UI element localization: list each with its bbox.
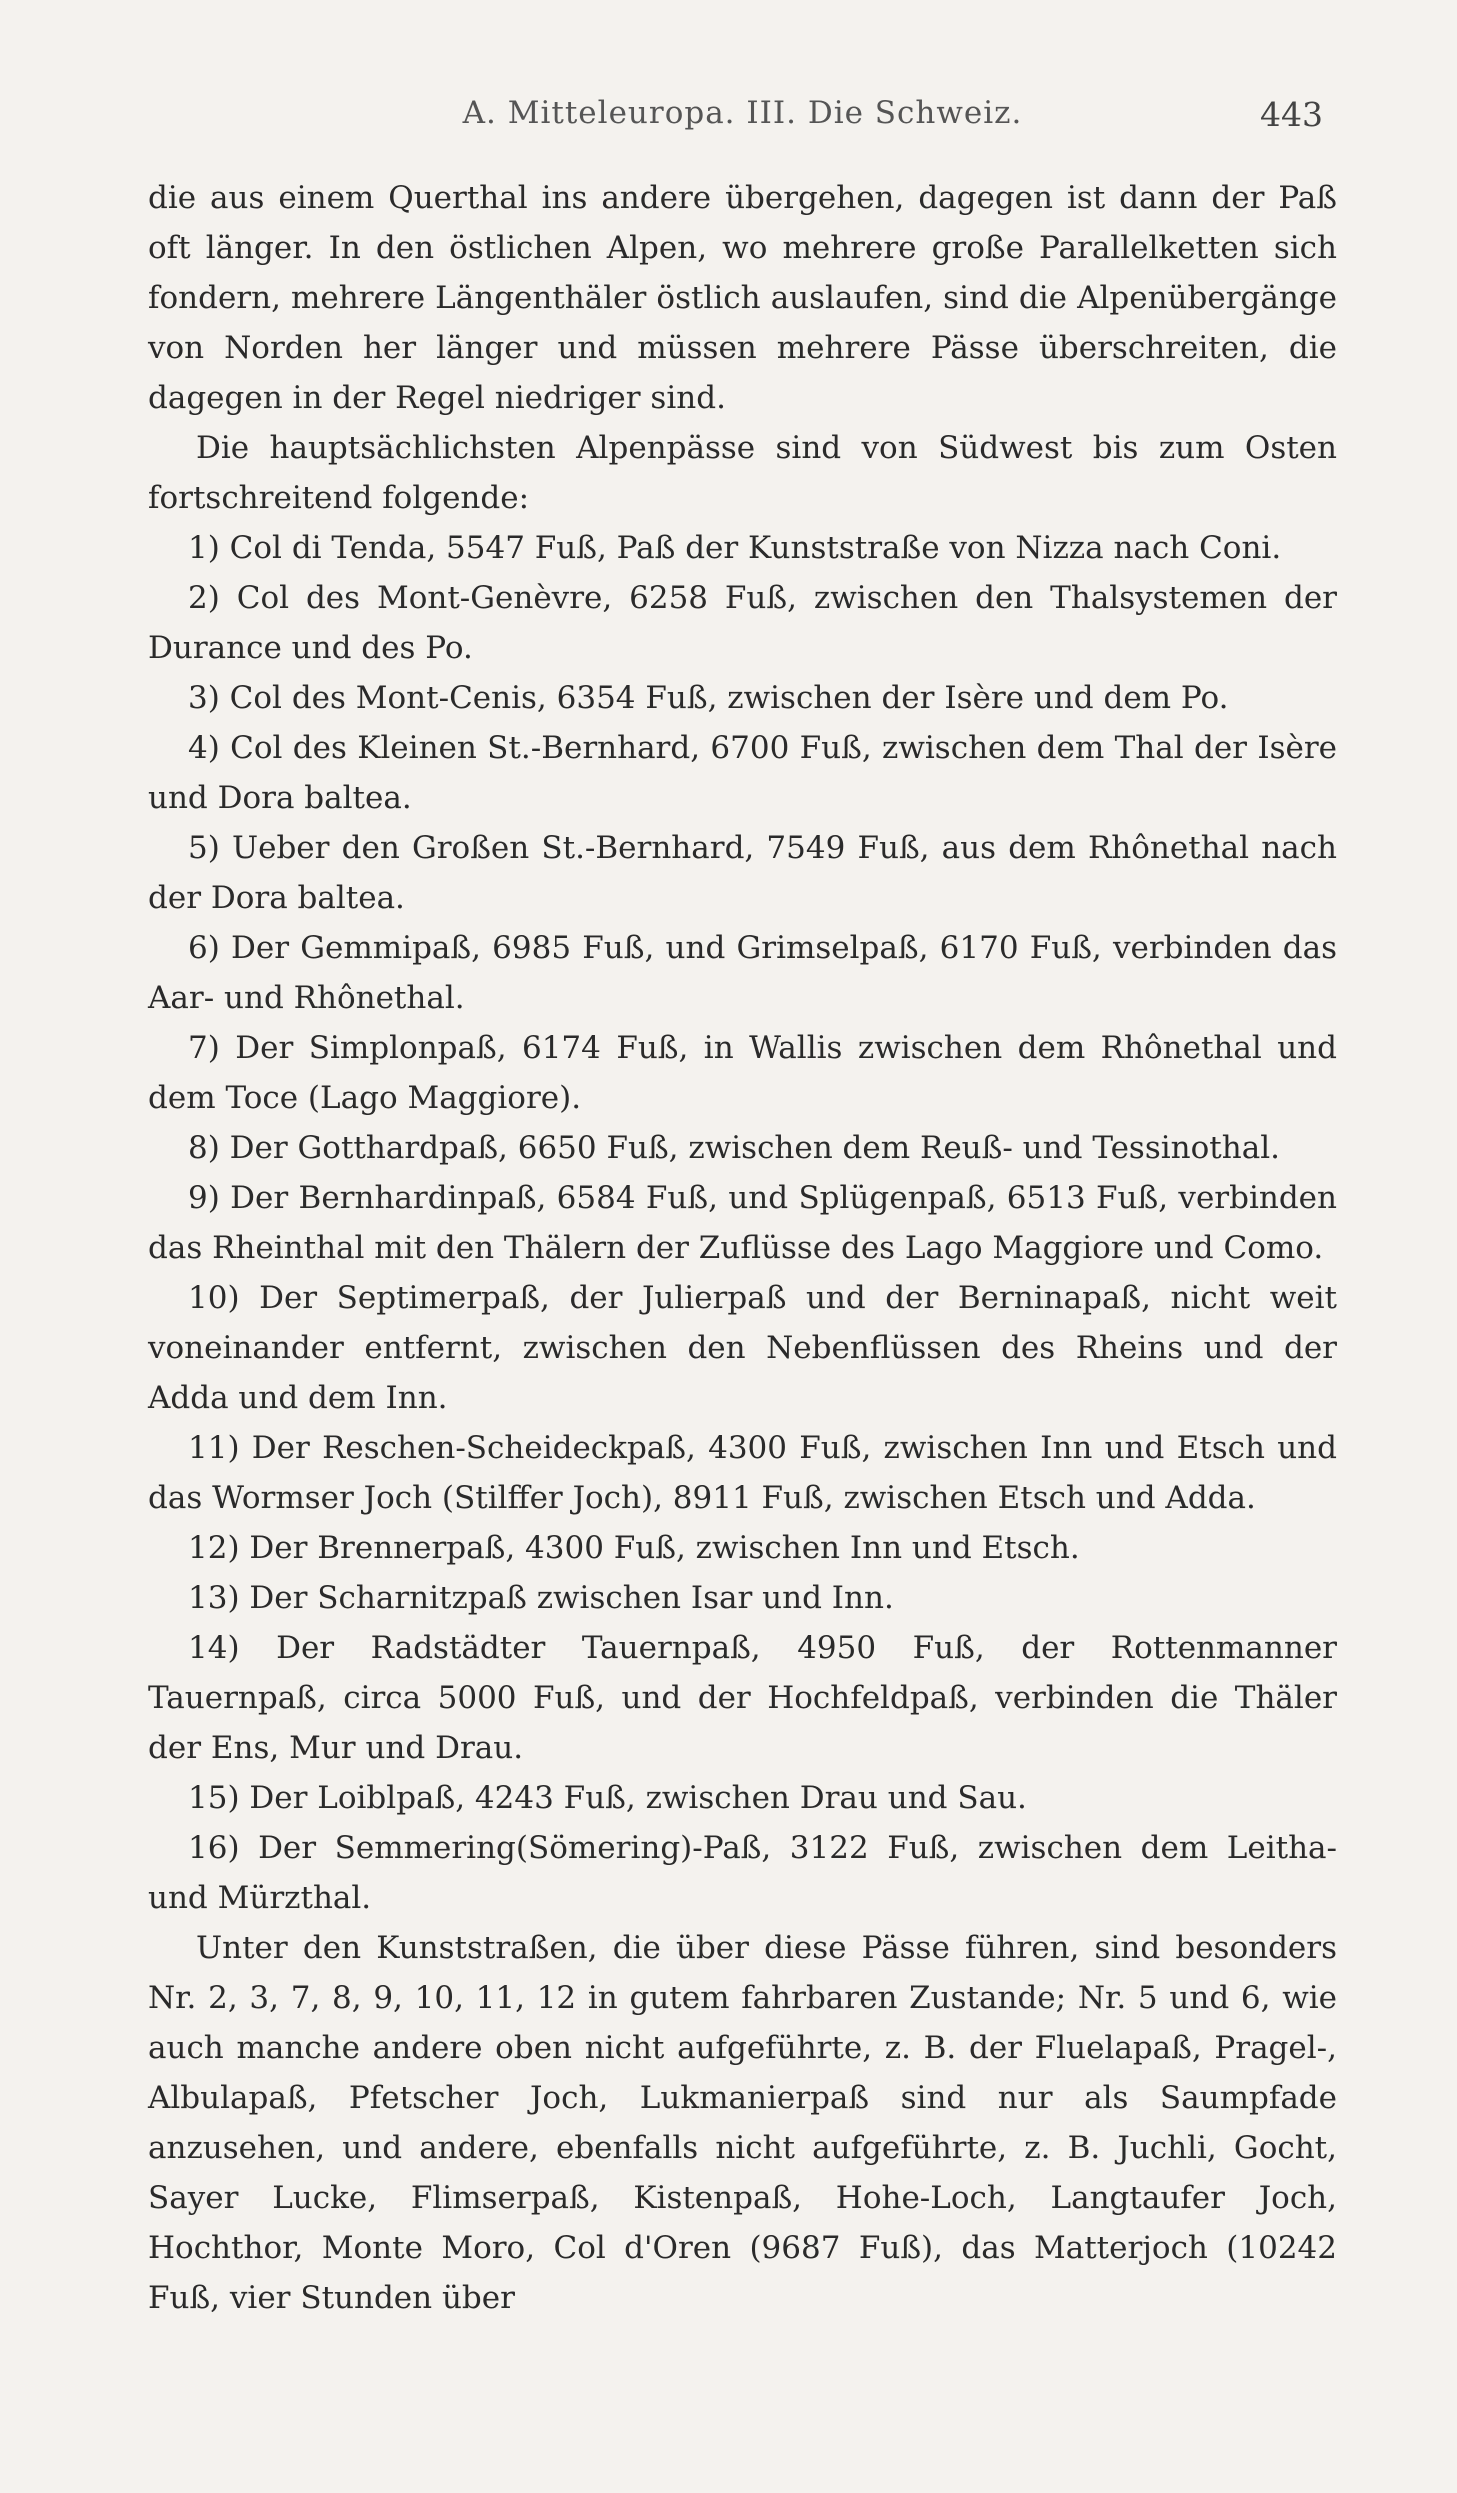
running-title: A. Mitteleuropa. III. Die Schweiz. (462, 95, 1023, 131)
list-item: 9) Der Bernhardinpaß, 6584 Fuß, und Splügenpaß, 6513 Fuß, verbinden das Rheinthal mit den Thälern der Zuflüsse des Lago Maggiore und Como. (148, 1180, 1337, 1266)
list-item: 5) Ueber den Großen St.-Bernhard, 7549 Fuß, aus dem Rhônethal nach der Dora baltea. (148, 830, 1337, 916)
paragraph-closing: Unter den Kunststraßen, die über diese Pässe führen, sind besonders Nr. 2, 3, 7, 8, 9, 10, 11, 12 in gutem fahrbaren Zustande; Nr. 5 und 6, wie auch manche andere oben nicht aufgeführte, z. B. der Fluelapaß, Pragel-, Albulapaß, Pfetscher Joch, Lukmanierpaß sind nur als Saumpfade anzusehen, und andere, ebenfalls nicht aufgeführte, z. B. Juchli, Gocht, Sayer Lucke, Flimserpaß, Kistenpaß, Hohe-Loch, Langtaufer Joch, Hochthor, Monte Moro, Col d'Oren (9687 Fuß), das Matterjoch (10242 Fuß, vier Stunden über (148, 1930, 1337, 2316)
list-item: 8) Der Gotthardpaß, 6650 Fuß, zwischen dem Reuß- und Tessinothal. (188, 1130, 1280, 1166)
paragraph-lead: Die hauptsächlichsten Alpenpässe sind von Südwest bis zum Osten fortschreitend folgende: (148, 430, 1337, 516)
list-item: 13) Der Scharnitzpaß zwischen Isar und Inn. (188, 1580, 894, 1616)
list-item: 3) Col des Mont-Cenis, 6354 Fuß, zwischen der Isère und dem Po. (188, 680, 1229, 716)
list-item: 16) Der Semmering(Sömering)-Paß, 3122 Fuß, zwischen dem Leitha- und Mürzthal. (148, 1830, 1337, 1916)
list-item: 4) Col des Kleinen St.-Bernhard, 6700 Fuß, zwischen dem Thal der Isère und Dora baltea. (148, 730, 1337, 816)
paragraph-intro: die aus einem Querthal ins andere übergehen, dagegen ist dann der Paß oft länger. In den östlichen Alpen, wo mehrere große Parallelketten sich fondern, mehrere Längenthäler östlich auslaufen, sind die Alpenübergänge von Norden her länger und müssen mehrere Pässe überschreiten, die dagegen in der Regel niedriger sind. (148, 180, 1337, 416)
list-item: 10) Der Septimerpaß, der Julierpaß und der Berninapaß, nicht weit voneinander entfernt, zwischen den Nebenflüssen des Rheins und der Adda und dem Inn. (148, 1280, 1337, 1416)
list-item: 2) Col des Mont-Genèvre, 6258 Fuß, zwischen den Thalsystemen der Durance und des Po. (148, 580, 1337, 666)
list-item: 15) Der Loiblpaß, 4243 Fuß, zwischen Drau und Sau. (188, 1780, 1027, 1816)
running-header (148, 95, 1337, 155)
list-item: 14) Der Radstädter Tauernpaß, 4950 Fuß, der Rottenmanner Tauernpaß, circa 5000 Fuß, und der Hochfeldpaß, verbinden die Thäler der Ens, Mur und Drau. (148, 1630, 1337, 1766)
body-text (148, 173, 1337, 2323)
page-number: 443 (1260, 95, 1323, 134)
list-item: 12) Der Brennerpaß, 4300 Fuß, zwischen Inn und Etsch. (188, 1530, 1080, 1566)
list-item: 1) Col di Tenda, 5547 Fuß, Paß der Kunststraße von Nizza nach Coni. (188, 530, 1282, 566)
list-item: 6) Der Gemmipaß, 6985 Fuß, und Grimselpaß, 6170 Fuß, verbinden das Aar- und Rhônethal. (148, 930, 1337, 1016)
list-item: 7) Der Simplonpaß, 6174 Fuß, in Wallis zwischen dem Rhônethal und dem Toce (Lago Maggiore). (148, 1030, 1337, 1116)
list-item: 11) Der Reschen-Scheideckpaß, 4300 Fuß, zwischen Inn und Etsch und das Wormser Joch (Stilffer Joch), 8911 Fuß, zwischen Etsch und Adda. (148, 1430, 1337, 1516)
